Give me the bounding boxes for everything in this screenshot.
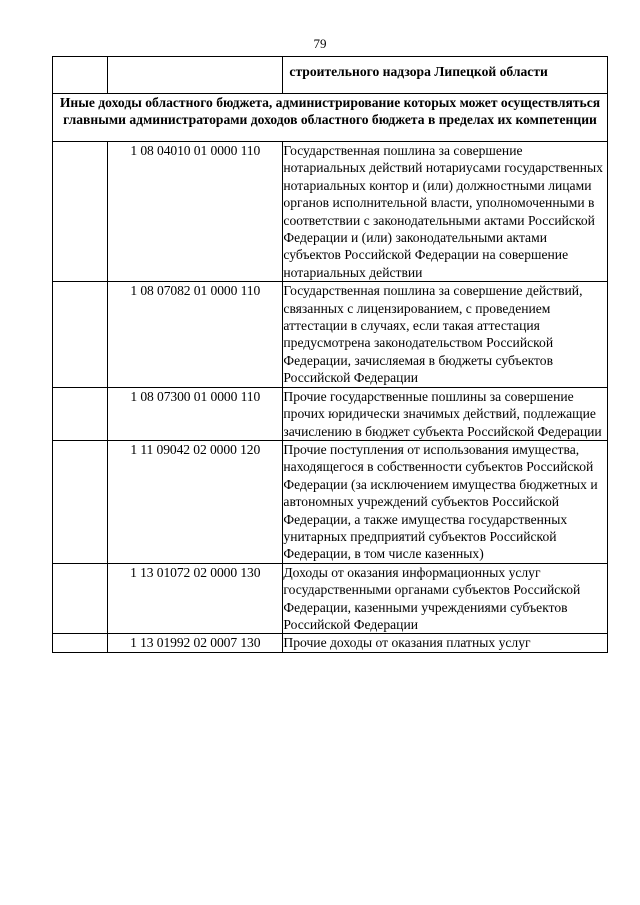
description-cell: Государственная пошлина за совершение действий, связанных с лицензированием, с проведением аттестации в случаях, если такая аттестация предусмотрена законодательством Российской Федерации, зачисляемая в бюджеты субъектов Российской Федерации bbox=[283, 282, 608, 387]
description-cell: Прочие государственные пошлины за совершение прочих юридически значимых действий, подлежащие зачислению в бюджет субъекта Российской Федерации bbox=[283, 387, 608, 440]
description-cell: строительного надзора Липецкой области bbox=[283, 57, 608, 94]
section-title: Иные доходы областного бюджета, администрирование которых может осуществляться главными администраторами доходов областного бюджета в пределах их компетенции bbox=[53, 94, 608, 142]
revenue-code-cell: 1 11 09042 02 0000 120 bbox=[108, 440, 283, 563]
admin-code-cell bbox=[53, 440, 108, 563]
page-number: 79 bbox=[313, 36, 327, 51]
description-cell: Прочие поступления от использования имущества, находящегося в собственности субъектов Российской Федерации (за исключением имущества бюджетных и автономных учреждений субъектов Российской Федерации, а также имущества государственных унитарных предприятий субъектов Российской Федерации, в том числе казенных) bbox=[283, 440, 608, 563]
revenue-code-cell: 1 08 04010 01 0000 110 bbox=[108, 142, 283, 282]
table-row bbox=[53, 282, 608, 387]
revenue-table bbox=[52, 56, 608, 653]
admin-code-cell bbox=[53, 563, 108, 634]
table-row bbox=[53, 563, 608, 634]
section-header-row bbox=[53, 94, 608, 142]
description-cell: Прочие доходы от оказания платных услуг bbox=[283, 634, 608, 652]
admin-code-cell bbox=[53, 282, 108, 387]
revenue-code-cell: 1 08 07082 01 0000 110 bbox=[108, 282, 283, 387]
table-row bbox=[53, 440, 608, 563]
table-row bbox=[53, 57, 608, 94]
revenue-code-cell bbox=[108, 57, 283, 94]
description-cell: Государственная пошлина за совершение нотариальных действий нотариусами государственных нотариальных контор и (или) должностными лицами органов исполнительной власти, уполномоченными в соответствии с законодательными актами Российской Федерации и (или) законодательными актами субъектов Российской Федерации на совершение нотариальных действии bbox=[283, 142, 608, 282]
admin-code-cell bbox=[53, 387, 108, 440]
description-cell: Доходы от оказания информационных услуг государственными органами субъектов Российской Федерации, казенными учреждениями субъектов Российской Федерации bbox=[283, 563, 608, 634]
revenue-code-cell: 1 08 07300 01 0000 110 bbox=[108, 387, 283, 440]
revenue-code-cell: 1 13 01992 02 0007 130 bbox=[108, 634, 283, 652]
admin-code-cell bbox=[53, 634, 108, 652]
table-row bbox=[53, 142, 608, 282]
table-row bbox=[53, 634, 608, 652]
admin-code-cell bbox=[53, 142, 108, 282]
table-row bbox=[53, 387, 608, 440]
admin-code-cell bbox=[53, 57, 108, 94]
revenue-code-cell: 1 13 01072 02 0000 130 bbox=[108, 563, 283, 634]
